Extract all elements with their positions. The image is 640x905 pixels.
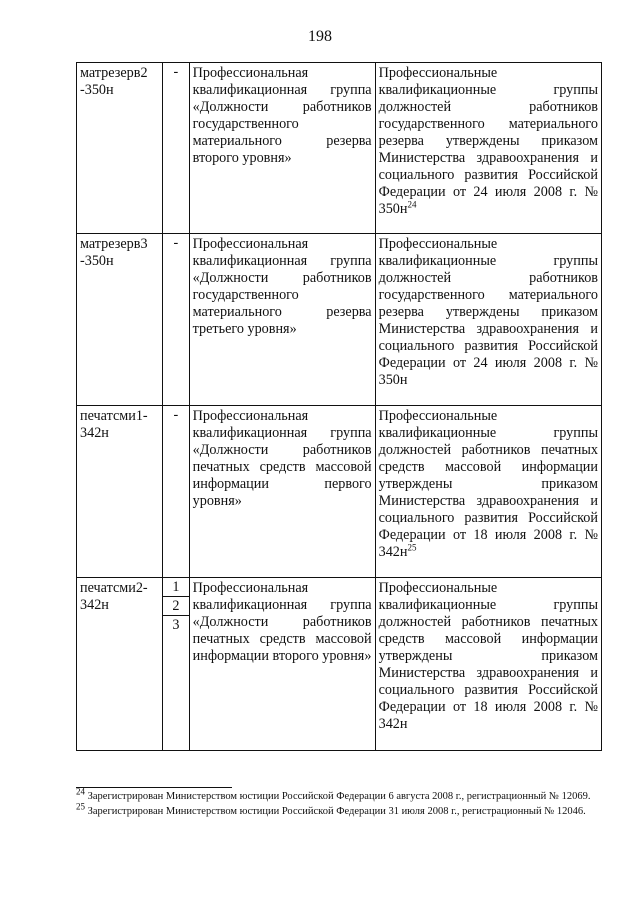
- basis-cell: [375, 578, 601, 751]
- level-value: -: [173, 235, 179, 251]
- level-cell: [163, 63, 190, 234]
- group-code: печатсми1- 342н: [80, 408, 148, 441]
- group-code-cell: [77, 578, 163, 751]
- group-name-cell: [189, 578, 375, 751]
- group-code-cell: [77, 234, 163, 406]
- table-row: [77, 578, 602, 751]
- footnote-marker: 24: [76, 786, 85, 797]
- table-row: [77, 234, 602, 406]
- basis-cell: [375, 406, 601, 578]
- footnote-text: Зарегистрирован Министерством юстиции Российской Федерации 31 июля 2008 г., регистрационный № 12046.: [87, 805, 586, 817]
- basis-text: Профессиональные квалификационные группы должностей работников печатных средств массовой информации утверждены приказом Министерства здравоохранения и социального развития Российской Федерации от 18 июля 2008 г. № 342н: [378, 580, 598, 732]
- group-code-cell: [77, 406, 163, 578]
- footnote-ref: 25: [407, 542, 417, 553]
- group-name-cell: [189, 63, 375, 234]
- footnote: [76, 801, 606, 819]
- group-code: печатсми2- 342н: [80, 580, 148, 613]
- basis-cell: [375, 234, 601, 406]
- level-value: 2: [163, 596, 189, 615]
- table-row: [77, 406, 602, 578]
- group-code: матрезерв2 -350н: [80, 65, 148, 98]
- footnote-divider: [76, 787, 232, 788]
- level-value: 1: [172, 579, 180, 595]
- footnote-ref: 24: [407, 199, 417, 210]
- footnote-text: Зарегистрирован Министерством юстиции Российской Федерации 6 августа 2008 г., регистрационный № 12069.: [87, 791, 591, 802]
- group-name: Профессиональная квалификационная группа «Должности работников печатных средств массовой информации первого уровня»: [192, 408, 372, 509]
- group-code-cell: [77, 63, 163, 234]
- group-name-cell: [189, 406, 375, 578]
- group-name-cell: [189, 234, 375, 406]
- basis-cell: [375, 63, 601, 234]
- level-cell: [163, 406, 190, 578]
- level-value: -: [173, 407, 179, 423]
- table-row: [77, 63, 602, 234]
- level-value: -: [173, 64, 179, 80]
- qualification-groups-table: [76, 62, 602, 751]
- group-name: Профессиональная квалификационная группа «Должности работников государственного материального резерва второго уровня»: [192, 65, 372, 166]
- group-code: матрезерв3 -350н: [80, 236, 148, 269]
- level-cell: [163, 578, 190, 751]
- footnotes: [76, 786, 606, 819]
- basis-text: Профессиональные квалификационные группы должностей работников государственного материального резерва утверждены приказом Министерства здравоохранения и социального развития Российской Федерации от 24 июля 2008 г. № 350н: [378, 236, 598, 388]
- basis-text: Профессиональные квалификационные группы должностей работников государственного материального резерва утверждены приказом Министерства здравоохранения и социального развития Российской Федерации от 24 июля 2008 г. № 350н: [378, 65, 598, 217]
- level-value: 3: [163, 615, 189, 634]
- footnote: [76, 786, 606, 804]
- group-name: Профессиональная квалификационная группа «Должности работников печатных средств массовой информации второго уровня»: [192, 580, 372, 664]
- level-cell: [163, 234, 190, 406]
- page-number: 198: [308, 28, 332, 45]
- group-name: Профессиональная квалификационная группа «Должности работников государственного материального резерва третьего уровня»: [192, 236, 372, 337]
- footnote-marker: 25: [76, 801, 85, 811]
- basis-text: Профессиональные квалификационные группы должностей работников печатных средств массовой информации утверждены приказом Министерства здравоохранения и социального развития Российской Федерации от 18 июля 2008 г. № 342н: [378, 408, 598, 560]
